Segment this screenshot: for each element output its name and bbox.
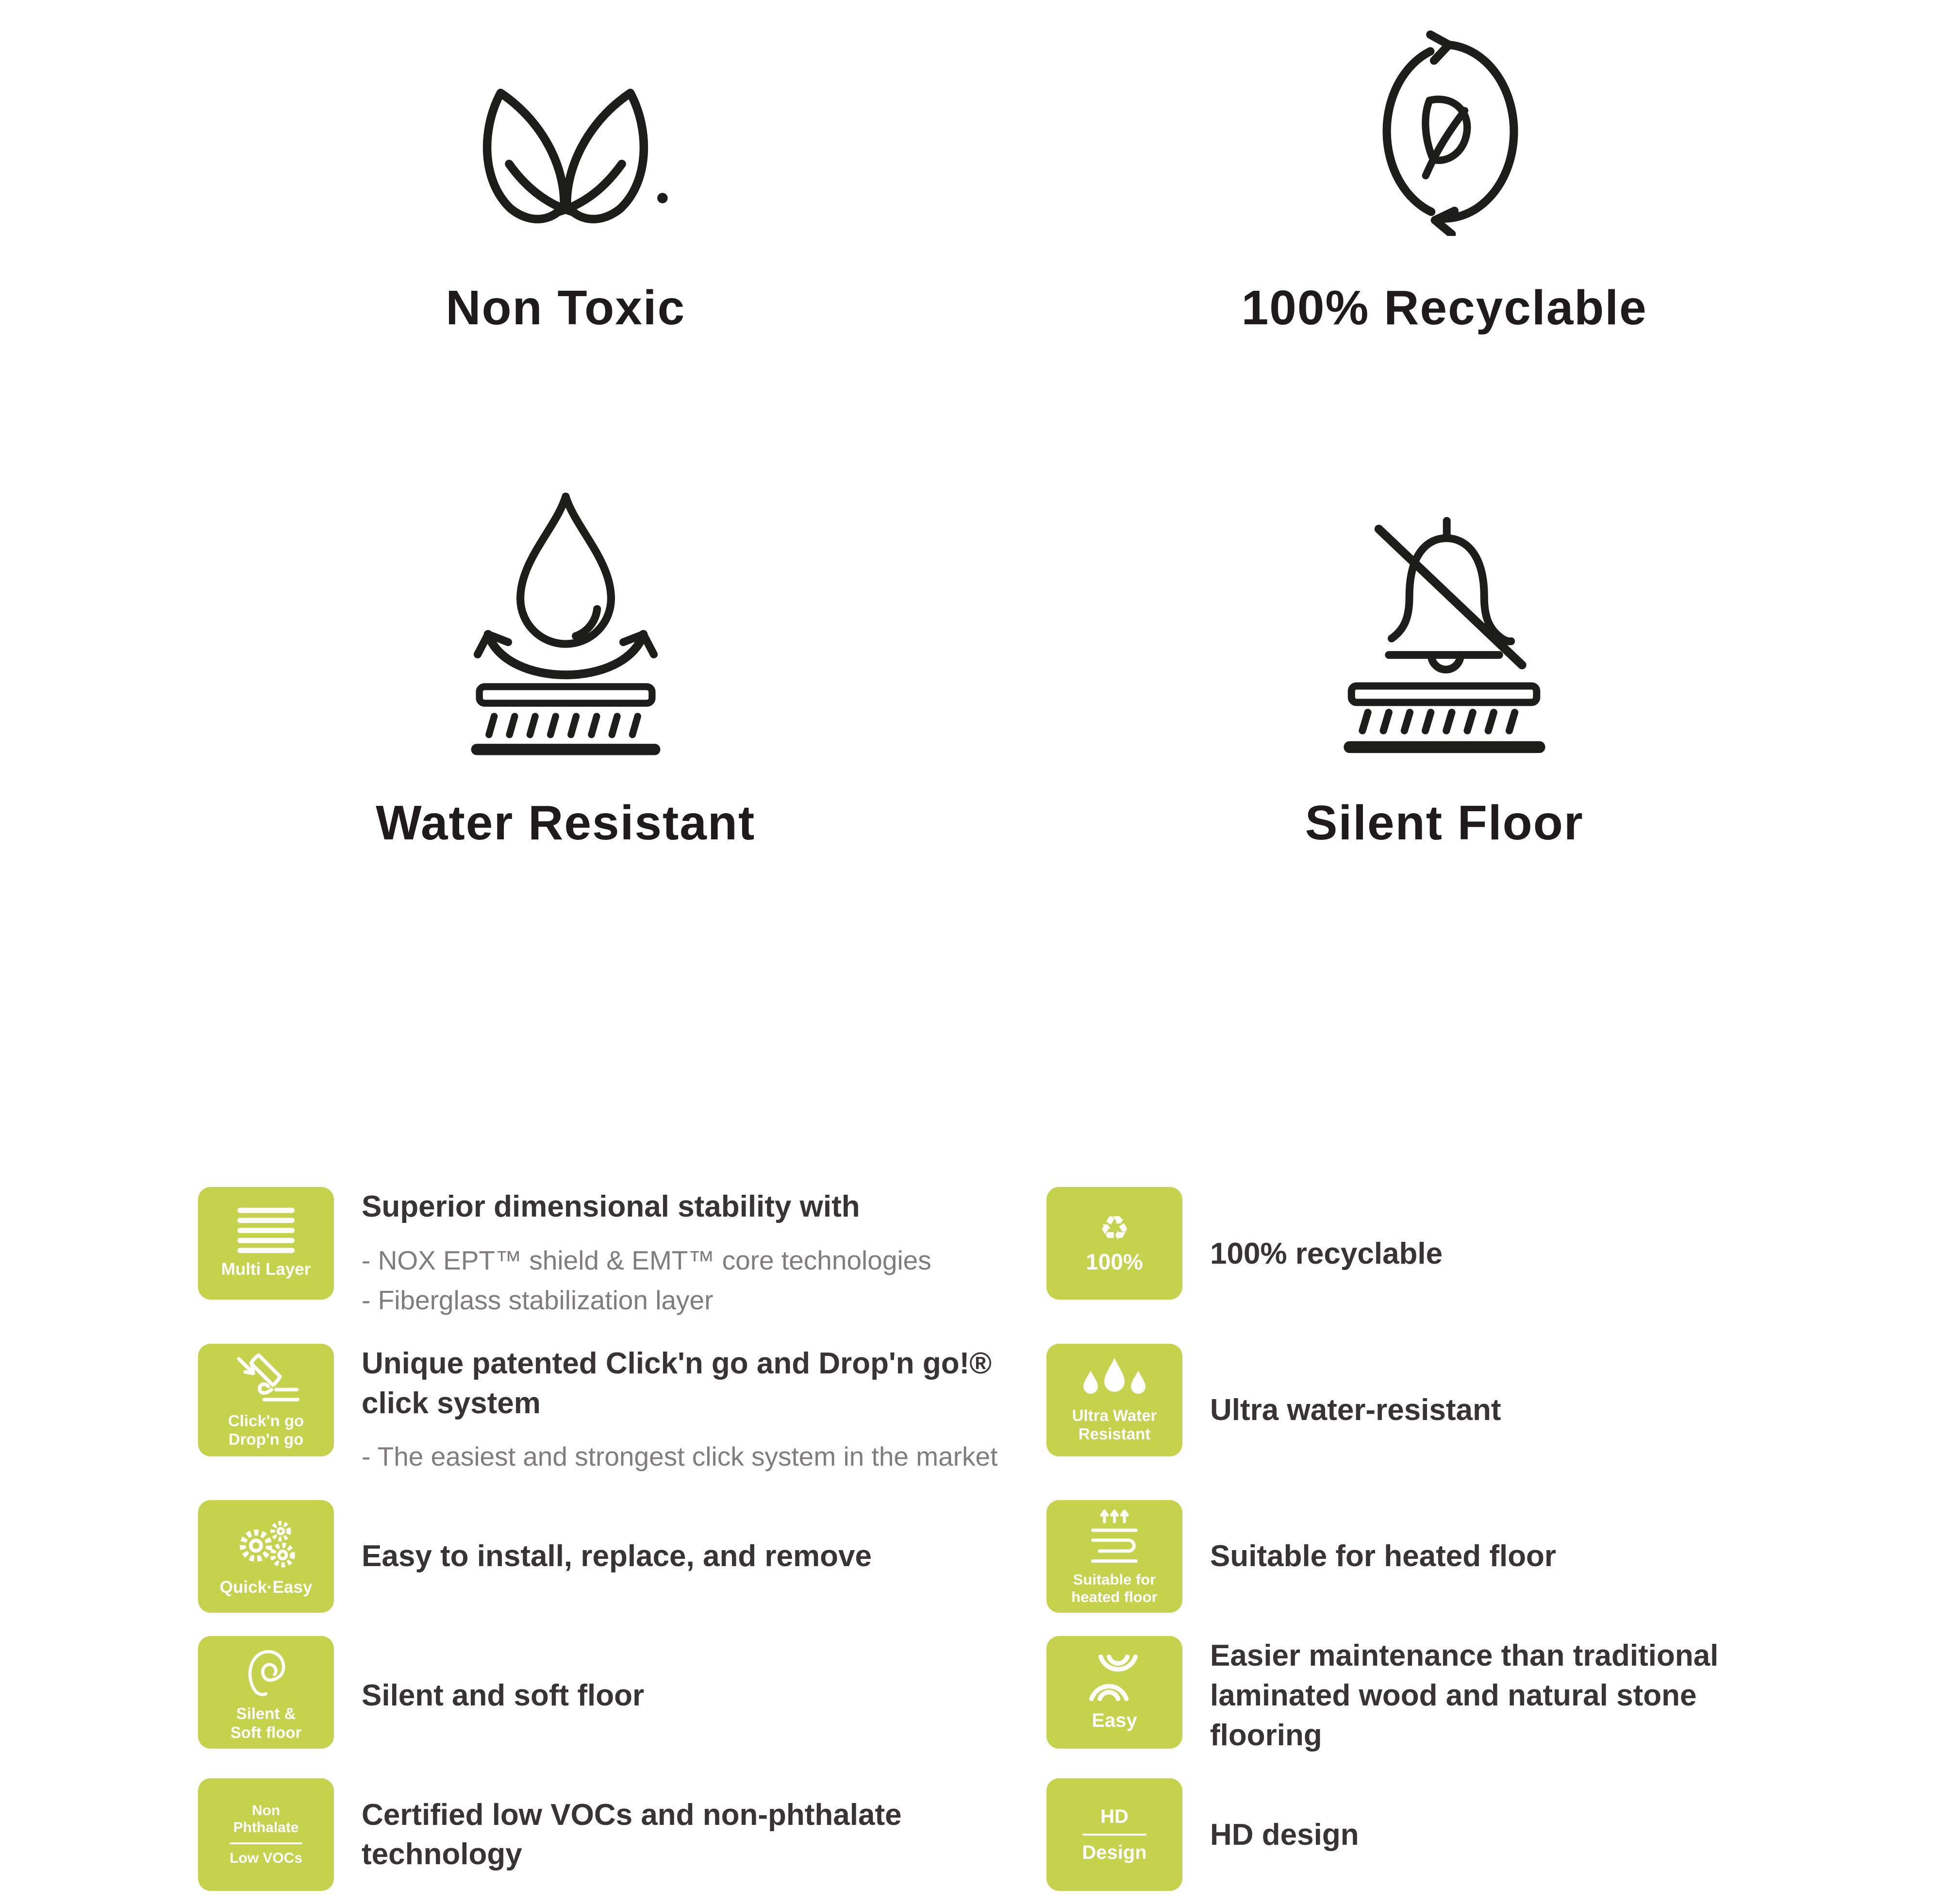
badge-label: Quick·Easy	[219, 1577, 313, 1597]
feature-text-multi-layer	[334, 1187, 1046, 1320]
feature-text-recyclable	[1182, 1187, 1781, 1320]
feature-text-easy-install	[334, 1500, 1046, 1613]
badge-label: heated floor	[1071, 1588, 1158, 1606]
badge-silent-soft	[198, 1636, 334, 1749]
badge-label: Phthalate	[233, 1820, 299, 1836]
feature-non-toxic	[126, 27, 1005, 337]
feature-detail-grid	[0, 1187, 1942, 1891]
row-title: Ultra water-resistant	[1210, 1393, 1501, 1427]
badge-label: Click'n go	[228, 1411, 304, 1430]
feature-text-easy-maintenance	[1182, 1636, 1781, 1755]
row-title: Certified low VOCs and non-phthalate technology	[362, 1798, 902, 1871]
plank-install-icon	[230, 1352, 302, 1406]
feature-text-low-vocs	[334, 1778, 1046, 1891]
badge-label: Suitable for	[1073, 1571, 1156, 1588]
row-title: Superior dimensional stability with	[362, 1190, 860, 1223]
badge-quick-easy	[198, 1500, 334, 1613]
gears-icon	[233, 1516, 299, 1572]
badge-label: Soft floor	[230, 1723, 302, 1741]
badge-heated-floor	[1046, 1500, 1182, 1613]
badge-label: HD	[1100, 1806, 1129, 1828]
row-bullet: - The easiest and strongest click system in the market	[362, 1441, 998, 1472]
recycle-icon: ♻	[1099, 1208, 1130, 1249]
row-title: Easier maintenance than traditional laminated wood and natural stone flooring	[1210, 1638, 1719, 1752]
badge-100-recyclable	[1046, 1187, 1182, 1300]
badge-label: Non	[251, 1803, 281, 1819]
badge-easy-maintenance	[1046, 1636, 1182, 1749]
row-title: Silent and soft floor	[362, 1678, 645, 1712]
badge-divider	[1082, 1834, 1146, 1836]
row-title: HD design	[1210, 1818, 1359, 1852]
water-bounce-icon	[443, 483, 688, 762]
row-title: Unique patented Click'n go and Drop'n go!® click system	[362, 1346, 992, 1420]
feature-text-silent-soft	[334, 1636, 1046, 1755]
heated-floor-icon	[1078, 1507, 1151, 1565]
row-title: Suitable for heated floor	[1210, 1539, 1557, 1573]
badge-label: Design	[1082, 1842, 1147, 1864]
feature-label: Non Toxic	[446, 281, 686, 335]
row-bullet: - Fiberglass stabilization layer	[362, 1285, 714, 1316]
leaves-icon	[451, 84, 680, 236]
layers-icon	[237, 1207, 295, 1254]
badge-label: Resistant	[1078, 1424, 1151, 1443]
badge-ultra-water	[1046, 1344, 1182, 1456]
muted-bell-icon	[1313, 497, 1576, 762]
water-drops-icon	[1078, 1357, 1151, 1401]
top-feature-grid	[0, 0, 1942, 852]
badge-label: Multi Layer	[221, 1259, 311, 1279]
badge-click-n-go	[198, 1344, 334, 1456]
badge-non-phthalate	[198, 1778, 334, 1891]
feature-silent-floor	[1005, 483, 1884, 852]
feature-label: Silent Floor	[1305, 796, 1584, 850]
badge-label: Low VOCs	[229, 1850, 302, 1866]
badge-hd-design	[1046, 1778, 1182, 1891]
badge-label: Easy	[1092, 1709, 1137, 1731]
badge-label: Silent &	[236, 1704, 296, 1723]
row-title: 100% recyclable	[1210, 1236, 1443, 1270]
wipe-easy-icon	[1082, 1653, 1146, 1704]
feature-label: 100% Recyclable	[1241, 281, 1647, 335]
badge-label: Drop'n go	[228, 1430, 304, 1448]
badge-label: 100%	[1086, 1249, 1143, 1275]
feature-water-resistant	[126, 483, 1005, 852]
feature-text-hd-design	[1182, 1778, 1781, 1891]
badge-multi-layer	[198, 1187, 334, 1300]
row-title: Easy to install, replace, and remove	[362, 1539, 872, 1573]
badge-divider	[230, 1842, 302, 1844]
badge-label: Ultra Water	[1072, 1406, 1157, 1424]
feature-recyclable	[1005, 27, 1884, 337]
recycle-cycle-icon	[1361, 27, 1528, 236]
feature-text-click-system	[334, 1344, 1046, 1477]
row-bullet: - NOX EPT™ shield & EMT™ core technologies	[362, 1245, 931, 1275]
feature-text-heated-floor	[1182, 1500, 1781, 1613]
feature-label: Water Resistant	[376, 796, 756, 850]
feature-text-water-resistant	[1182, 1344, 1781, 1477]
ear-icon	[239, 1643, 293, 1699]
